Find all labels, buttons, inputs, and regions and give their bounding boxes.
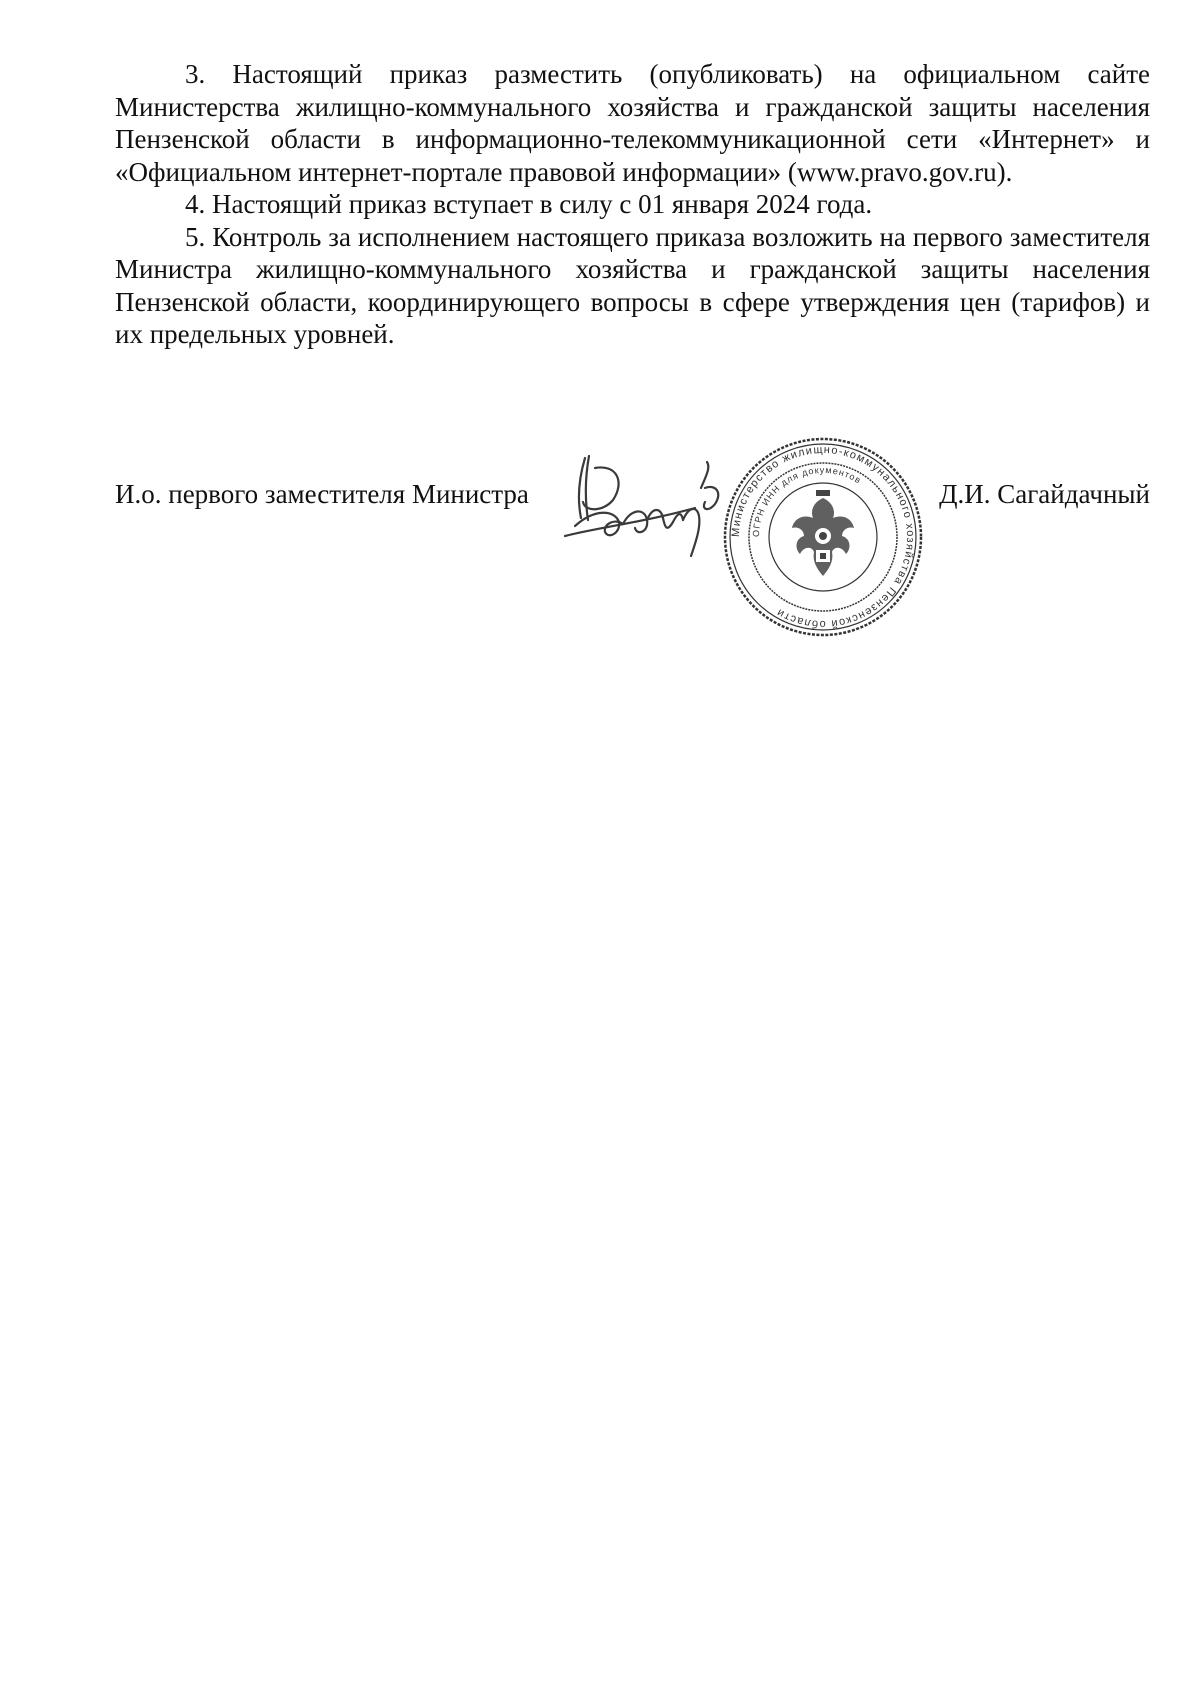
paragraph-3-publication: 3. Настоящий приказ разместить (опубликовать) на официальном сайте Министерства жилищно-коммунального хозяйства и гражданской защиты населения Пензенской области в информационно-телекоммуникационной сети «Интернет» и «Официальном интернет-портале правовой информации» (www.pravo.gov.ru). <box>115 59 1150 187</box>
signatory-name: Д.И. Сагайдачный <box>939 479 1150 509</box>
paragraph-4-effective-date: 4. Настоящий приказ вступает в силу с 01 января 2024 года. <box>185 189 873 219</box>
paragraph-5-control: 5. Контроль за исполнением настоящего приказа возложить на первого заместителя Министра жилищно-коммунального хозяйства и гражданской защиты населения Пензенской области, координирующего вопросы в сфере утверждения цен (тарифов) и их предельных уровней. <box>115 221 1150 349</box>
svg-text:ОГРН ИНН для документов: ОГРН ИНН для документов <box>750 464 864 538</box>
svg-text:Министерство жилищно-коммуналь: Министерство жилищно-коммунального хозяйства Пензенской области <box>729 443 917 631</box>
signatory-position: И.о. первого заместителя Министра <box>115 479 529 509</box>
document-body <box>115 58 1150 351</box>
official-stamp <box>718 432 928 642</box>
